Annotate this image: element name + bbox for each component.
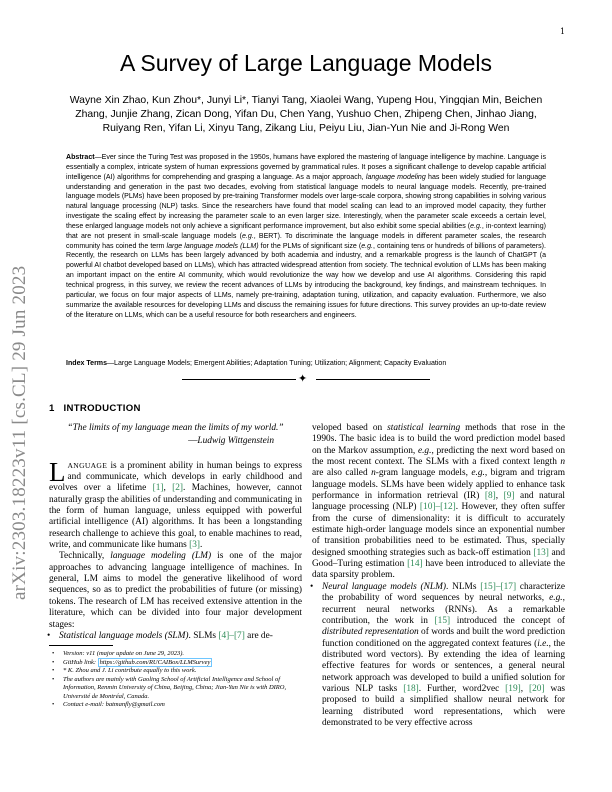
citation-link[interactable]: [15]–[17]	[480, 581, 517, 592]
paragraph-text: ,	[163, 483, 173, 494]
abstract-text: has been widely studied for language understanding and generation in the past two decades, evolving from statistical language models to neural language models. Recently, pre-trained language models (PLMs) have been proposed by pre-training Transformer models over large-scale corpora, showing strong capabilities in solving various natural language processing (NLP) tasks. Since the researchers have found that model scaling can lead to an improved model capacity, they further investigate the scaling effect by increasing the parameter scale to an even larger size. Interestingly, when the parameter scale exceeds a certain level, these enlarged language models not only achieve a significant performance improvement, but also exhibit some special abilities (	[66, 173, 546, 230]
bullet-neural-lm	[312, 582, 565, 729]
citation-link[interactable]: [15]	[434, 615, 451, 626]
index-terms-label: Index Terms	[66, 360, 107, 367]
citation-link[interactable]: [10]–[12]	[419, 502, 456, 513]
paragraph-text: are also called	[312, 468, 372, 479]
paragraph-emphasis: language modeling (LM)	[110, 551, 212, 562]
section-heading	[49, 403, 141, 414]
continued-paragraph	[312, 423, 565, 582]
citation-link[interactable]: [14]	[407, 559, 423, 570]
bullet-icon: •	[47, 630, 51, 641]
abstract	[66, 153, 546, 320]
footnote-list	[49, 650, 302, 710]
paragraph-text: . Further, word2vec	[418, 683, 506, 694]
footnotes	[49, 650, 302, 710]
epigraph-author: Ludwig Wittgenstein	[197, 436, 274, 447]
abstract-text: , containing tens or hundreds of billions of parameters). Recently, the research on LLMs has been largely advanced by both academia and industry, and a remarkable progress is the launch of ChatGPT (a powerful AI chatbot developed based on LLMs), which has attracted widespread attention from society. The technical evolution of LLMs has been making an important impact on the entire AI community, which would revolutionize the way how we develop and use AI algorithms. Considering this rapid technical progress, in this survey, we review the recent advances of LLMs by introducing the background, key findings, and mainstream techniques. In particular, we focus on four major aspects of LLMs, namely pre-training, adaptation tuning, utilization, and capacity evaluation. Furthermore, we also summarize the available resources for developing LLMs and discuss the remaining issues for future directions. This survey provides an up-to-date review of the literature on LLMs, which can be a useful resource for both researchers and engineers.	[66, 242, 546, 319]
paragraph-text: and Good–Turing estimation	[312, 547, 565, 570]
footnote-affiliation: • The authors are mainly with Gaoling School of Artificial Intelligence and School of Information, Renmin University of China, Beijing, China; Jian-Yun Nie is with DIRO, Université de Montréal, Canada.	[63, 676, 302, 702]
footnote-equal-contribution: • * K. Zhou and J. Li contribute equally to this work.	[63, 667, 302, 676]
epigraph-attribution	[49, 436, 302, 447]
paragraph-text: have been introduced to alleviate the data sparsity problem.	[312, 559, 565, 581]
separator-rule-left	[182, 379, 296, 380]
intro-paragraph-2	[49, 551, 302, 630]
github-link[interactable]: https://github.com/RUCAIBox/LLMSurvey	[99, 658, 211, 666]
paragraph-text: ,	[520, 683, 529, 694]
paragraph-text: are de-	[244, 630, 273, 641]
bullet-title: Neural language models (NLM)	[322, 581, 446, 592]
abstract-emphasis: language modeling	[365, 173, 426, 181]
abstract-text: —Ever since the Turing Test was proposed in the 1950s, humans have explored the mastering of language intelligence by machine. Language is essentially a complex, intricate system of human expressions governed by grammatical rules. It poses a significant challenge to develop capable artificial intelligence (AI) algorithms for comprehending and grasping a language. As a major approach,	[66, 154, 546, 181]
bullet-statistical-lm	[49, 631, 302, 642]
paragraph-text: . Machines, however, cannot naturally grasp the abilities of understanding and communicating in the form of human language, unless equipped with powerful artificial intelligence (AI) algorithms. It has been a longstanding research challenge to achieve this goal, to enable machines to read, write, and communicate like humans	[49, 483, 303, 551]
paragraph-text: characterize the probability of word sequences by neural networks,	[322, 581, 565, 604]
separator-rule-right	[316, 379, 430, 380]
paragraph-text: is a prominent ability in human beings to express and communicate, which develops in early childhood and evolves over a lifetime	[49, 460, 302, 494]
arxiv-identifier-stamp: arXiv:2303.18223v11 [cs.CL] 29 Jun 2023	[9, 265, 30, 600]
paragraph-text: . SLMs	[188, 630, 219, 641]
page-number: 1	[560, 27, 566, 36]
paragraph-text: , bigram and trigram language models. SLMs have been widely applied to enhance task performance in information retrieval (IR)	[312, 468, 565, 502]
paragraph-text: veloped based on	[312, 423, 388, 433]
index-terms	[66, 359, 546, 369]
footnote-github-label: GitHub link:	[63, 658, 98, 666]
abstract-emphasis: e.g.	[470, 222, 482, 230]
footnote-github	[63, 659, 302, 668]
intro-paragraph-1	[49, 456, 303, 552]
paragraph-text: , predicting the next word based on the most recent context. The SLMs with a fixed context length	[312, 445, 565, 468]
paragraph-emphasis: e.g.	[549, 593, 563, 604]
left-column	[49, 423, 302, 642]
citation-link[interactable]: [9]	[503, 491, 515, 502]
abstract-label: Abstract	[66, 154, 95, 161]
paragraph-text: of words and built the word prediction function conditioned on the aggregated context features (	[322, 627, 565, 649]
paragraph-text: and natural language processing (NLP)	[312, 491, 565, 513]
bullet-icon: •	[310, 581, 314, 592]
paragraph-text: , the distributed word vectors). By extending the idea of learning effective features for words or sentences, a general neural network approach was developed to build a unified solution for various NLP tasks	[322, 638, 566, 694]
citation-link[interactable]: [3]	[189, 540, 201, 551]
citation-link[interactable]: [20]	[528, 683, 545, 694]
paragraph-text: . However, they often suffer from the curse of dimensionality: it is difficult to accurately estimate high-order language models since an exponential number of transition probabilities need to be estimated. Thus, specially designed smoothing strategies such as back-off estimation	[312, 502, 565, 558]
abstract-text: for the PLMs of significant size (	[258, 242, 362, 250]
abstract-text: , BERT). To discriminate the language models in different parameter scales, the research community has coined the term	[66, 232, 546, 250]
bullet-title: Statistical language models (SLM)	[59, 630, 189, 641]
paragraph-text: Technically,	[59, 551, 111, 562]
paragraph-emphasis: statistical learning	[387, 423, 461, 433]
math-variable: n	[560, 457, 565, 468]
footnote-contact: • Contact e-mail: batmanfly@gmail.com	[63, 701, 302, 710]
paragraph-text: .	[200, 540, 203, 551]
paragraph-emphasis: i.e.	[537, 638, 549, 649]
paragraph-text: , recurrent neural networks (RNNs). As a remarkable contribution, the work in	[322, 593, 565, 626]
author-list: Wayne Xin Zhao, Kun Zhou*, Junyi Li*, Tianyi Tang, Xiaolei Wang, Yupeng Hou, Yingqian Min, Beichen Zhang, Junjie Zhang, Zican Dong, Yifan Du, Chen Yang, Yushuo Chen, Zhipeng Chen, Jinhao Jiang, Ruiyang Ren, Yifan Li, Xinyu Tang, Zikang Liu, Peiyu Liu, Jian-Yun Nie and Ji-Rong Wen	[69, 95, 543, 134]
paragraph-text: -gram language models,	[375, 468, 472, 479]
footnote-rule	[49, 645, 113, 646]
right-column	[312, 423, 565, 729]
citation-link[interactable]: [2]	[172, 483, 184, 494]
math-variable: n	[371, 468, 376, 479]
citation-link[interactable]: [4]–[7]	[218, 630, 245, 641]
paragraph-emphasis: e.g.	[471, 468, 485, 479]
footnote-version: • Version: v11 (major update on June 29, 2023).	[63, 650, 302, 659]
abstract-text: , in-context learning) that are not present in small-scale language models (	[66, 222, 546, 240]
paragraph-text: ,	[495, 491, 504, 502]
paragraph-text: methods that rose in the 1990s. The basic idea is to build the word prediction model based on the Markov assumption,	[312, 423, 565, 456]
citation-link[interactable]: [13]	[533, 547, 549, 558]
index-terms-text: —Large Language Models; Emergent Abilities; Adaptation Tuning; Utilization; Alignment; Capacity Evaluation	[107, 360, 447, 367]
paragraph-text: . NLMs	[445, 581, 481, 592]
paragraph-text: is one of the major approaches to advancing language intelligence of machines. In general, LM aims to model the generative likelihood of word sequences, so as to predict the probabilities of future (or missing) tokens. The research of LM has received extensive attention in the literature, which can be divided into four major development stages:	[49, 551, 302, 630]
citation-link[interactable]: [1]	[152, 483, 164, 494]
paragraph-text: introduced the concept of	[450, 615, 565, 626]
epigraph-quote: “The limits of my language mean the limits of my world.”	[67, 423, 284, 433]
paper-title: A Survey of Large Language Models	[119, 50, 493, 76]
section-number: 1	[49, 403, 55, 414]
paragraph-text: was proposed to build a simplified shallow neural network for learning distributed word representations, which were demonstrated to be very effective across	[322, 683, 565, 728]
abstract-emphasis: e.g.	[361, 242, 374, 250]
citation-link[interactable]: [19]	[505, 683, 521, 694]
separator-diamond-icon: ✦	[298, 372, 308, 385]
drop-cap: L	[49, 456, 66, 487]
paragraph-emphasis: distributed representation	[322, 627, 419, 638]
abstract-emphasis: e.g.	[241, 232, 254, 240]
citation-link[interactable]: [8]	[484, 491, 496, 502]
epigraph-dash: —	[188, 436, 198, 447]
section-title: INTRODUCTION	[63, 403, 141, 414]
paragraph-emphasis: e.g.	[417, 445, 432, 456]
citation-link[interactable]: [18]	[403, 683, 419, 694]
small-caps-lead: ANGUAGE	[67, 460, 108, 470]
abstract-emphasis: large language models (LLM)	[166, 242, 259, 250]
